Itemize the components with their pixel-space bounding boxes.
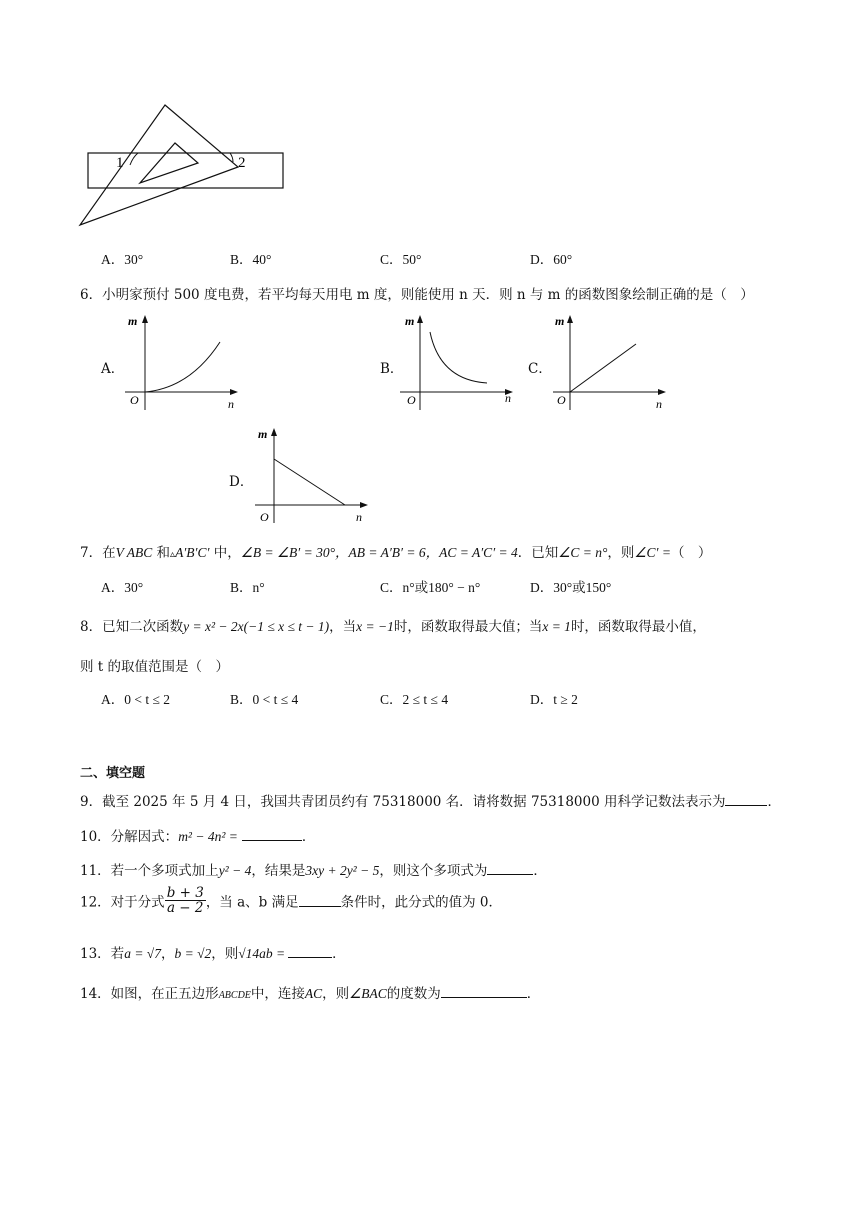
graph-b-x-label: n bbox=[505, 391, 511, 405]
q12-answer-blank[interactable] bbox=[299, 894, 341, 907]
angle2-label: 2 bbox=[238, 155, 246, 171]
q12-fraction: $\frac{b + 3}{a - 2}$ bbox=[166, 885, 204, 916]
q5-option-a[interactable]: A．30° bbox=[101, 252, 144, 267]
graph-d-y-label: m bbox=[258, 427, 268, 441]
q14-answer-blank[interactable] bbox=[441, 985, 527, 998]
q7-option-a[interactable]: A．30° bbox=[101, 580, 144, 595]
q9: 9．截至 2025 年 5 月 4 日，我国共青团员约有 75318000 名．请将数据 75318000 用科学记数法表示为 ． bbox=[80, 794, 781, 810]
q8-stem-line1: 8．已知二次函数y = x² − 2x(−1 ≤ x ≤ t − 1)，当x = −1时，函数取得最大值；当x = 1时，函数取得最小值， bbox=[80, 619, 706, 635]
q12: 12．对于分式 $\frac{b + 3}{a - 2}$ ，当 a、b 满足 条件时，此分式的值为 0． bbox=[80, 885, 502, 916]
q6-graph-d-label[interactable]: D． bbox=[229, 474, 254, 490]
q6-graph-a[interactable] bbox=[120, 310, 245, 415]
q5-option-b[interactable]: B．40° bbox=[230, 252, 272, 267]
graph-b-origin: O bbox=[407, 393, 416, 407]
q6-graph-d[interactable] bbox=[250, 423, 375, 528]
graph-a-y-label: m bbox=[128, 314, 138, 328]
q6-graph-a-label[interactable]: A． bbox=[101, 361, 125, 377]
q8-option-d[interactable]: D．t ≥ 2 bbox=[530, 692, 578, 707]
graph-c-origin: O bbox=[557, 393, 566, 407]
outer-triangle bbox=[80, 105, 238, 225]
q7-stem: 7．在V ABC 和▵A′B′C′ 中，∠B = ∠B′ = 30°，AB = A′B′ = 6，AC = A′C′ = 4．已知∠C = n°，则∠C′ =（ ） bbox=[80, 545, 712, 561]
q6-graph-b[interactable] bbox=[395, 310, 520, 415]
inner-triangle bbox=[140, 143, 198, 183]
q11: 11．若一个多项式加上y² − 4，结果是3xy + 2y² − 5，则这个多项式为 ． bbox=[80, 863, 547, 879]
q6-stem: 6．小明家预付 500 度电费，若平均每天用电 m 度，则能使用 n 天．则 n 与 m 的函数图象绘制正确的是（ ） bbox=[80, 287, 754, 303]
graph-a-origin: O bbox=[130, 393, 139, 407]
q6-graph-c-label[interactable]: C． bbox=[528, 361, 552, 377]
q7-option-c[interactable]: C．n°或180° − n° bbox=[380, 580, 481, 595]
q5-option-c[interactable]: C．50° bbox=[380, 252, 422, 267]
graph-d-origin: O bbox=[260, 510, 269, 524]
q7-option-d[interactable]: D．30°或150° bbox=[530, 580, 612, 595]
graph-a-x-label: n bbox=[228, 397, 234, 411]
q6-graph-c[interactable] bbox=[548, 310, 673, 415]
q10: 10．分解因式：m² − 4n² = ． bbox=[80, 829, 316, 845]
q5-figure bbox=[70, 95, 300, 235]
q8-option-c[interactable]: C．2 ≤ t ≤ 4 bbox=[380, 692, 449, 707]
q14: 14．如图，在正五边形ABCDE中，连接AC，则∠BAC的度数为 ． bbox=[80, 986, 541, 1002]
q9-answer-blank[interactable] bbox=[725, 793, 767, 806]
angle1-label: 1 bbox=[116, 155, 124, 171]
angle1-arc bbox=[130, 153, 138, 165]
q8-option-b[interactable]: B．0 < t ≤ 4 bbox=[230, 692, 299, 707]
q8-option-a[interactable]: A．0 < t ≤ 2 bbox=[101, 692, 171, 707]
q7-option-b[interactable]: B．n° bbox=[230, 580, 265, 595]
graph-c-x-label: n bbox=[656, 397, 662, 411]
graph-d-x-label: n bbox=[356, 510, 362, 524]
graph-b-y-label: m bbox=[405, 314, 415, 328]
q11-answer-blank[interactable] bbox=[487, 862, 533, 875]
section-heading: 二、填空题 bbox=[80, 766, 146, 781]
q13-answer-blank[interactable] bbox=[288, 945, 332, 958]
q5-option-d[interactable]: D．60° bbox=[530, 252, 573, 267]
q13: 13．若a = √7，b = √2，则√14ab = ． bbox=[80, 946, 346, 962]
graph-c-y-label: m bbox=[555, 314, 565, 328]
q6-graph-b-label[interactable]: B． bbox=[380, 361, 404, 377]
q10-answer-blank[interactable] bbox=[242, 828, 302, 841]
q8-stem-line2: 则 t 的取值范围是（ ） bbox=[80, 659, 230, 675]
